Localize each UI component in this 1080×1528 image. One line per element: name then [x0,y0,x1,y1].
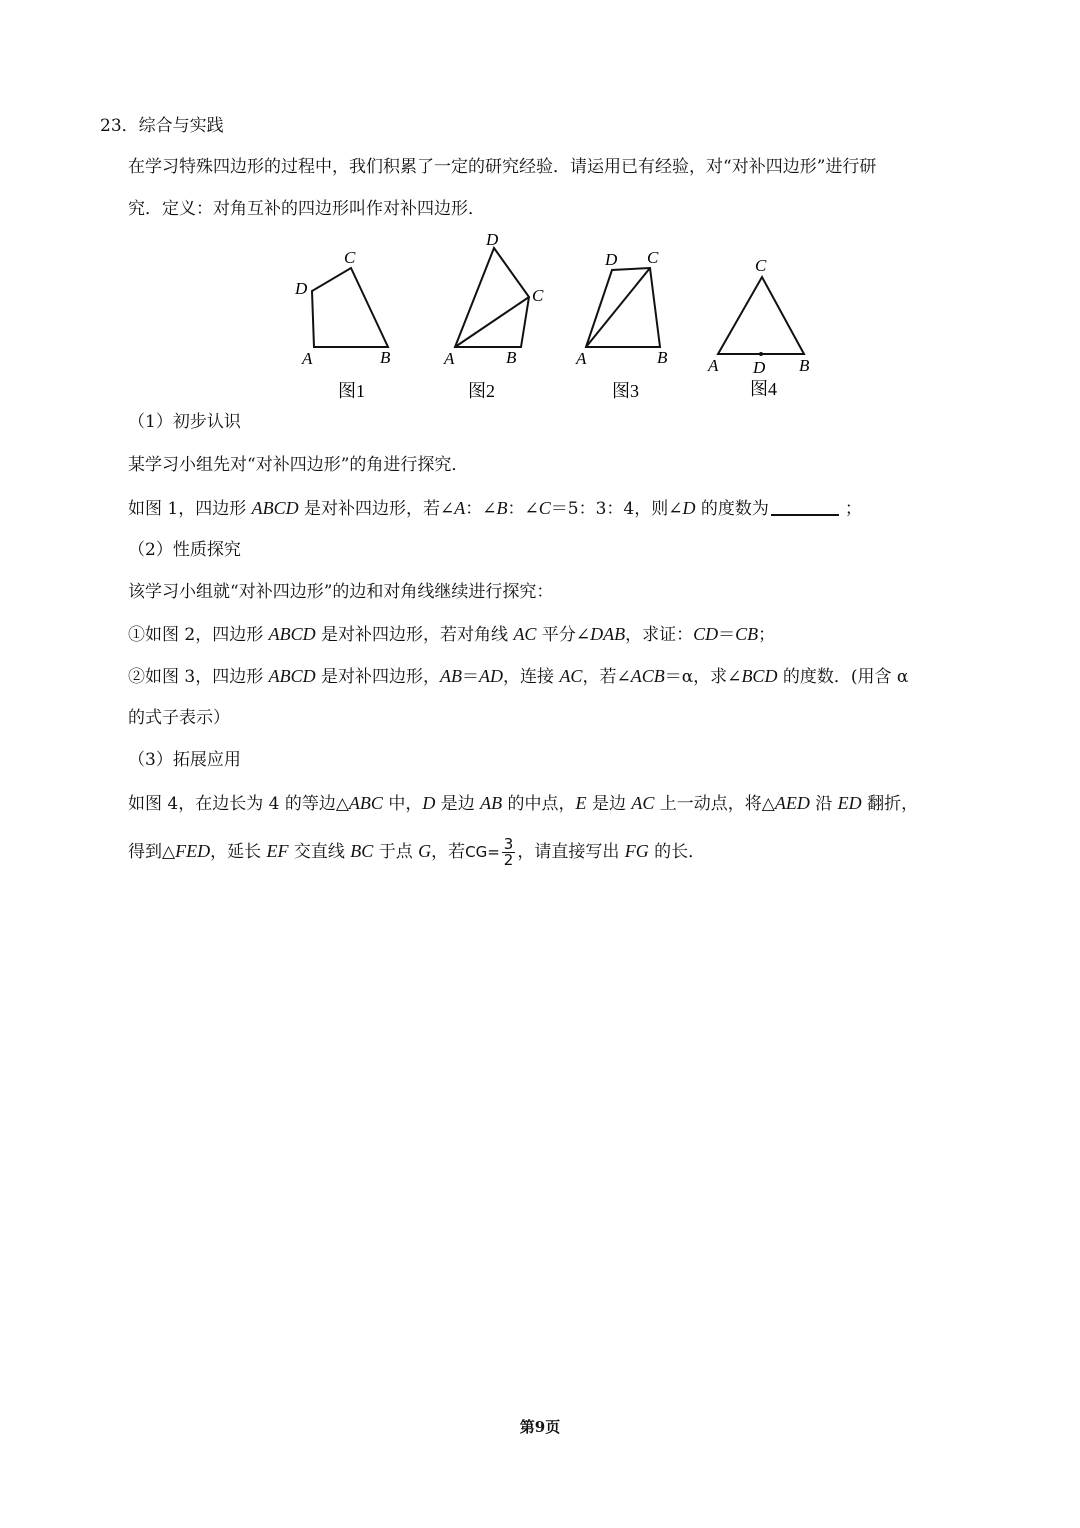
text-run: 如图 1，四边形 [128,499,252,519]
part3-heading: （3）拓展应用 [128,750,241,770]
math-run: BCD [741,666,778,686]
fig4-caption: 图4 [750,379,777,399]
text-run: 如图 4，在边长为 4 的等边△ [128,794,349,814]
fig2-label-b: B [506,348,517,367]
figures-row [280,225,840,405]
math-run: AC [631,793,655,813]
fig4-label-b: B [799,356,810,375]
fig3-label-a: A [576,349,587,368]
math-run: FED [175,841,211,861]
fig2-label-c: C [532,286,544,305]
text-run: 的度数为 [695,499,769,519]
text-run: ＝5：3：4，则∠ [550,499,683,519]
text-run: 是对补四边形，若∠ [298,499,455,519]
text-run: ，请直接写出 [517,842,625,862]
fig1-caption: 图1 [338,381,365,401]
text-run: 是边 [435,794,481,814]
intro-line-2: 究．定义：对角互补的四边形叫作对补四边形． [128,199,485,219]
part2-question-2 [128,664,908,689]
answer-blank[interactable] [771,498,839,516]
text-run: 是边 [586,794,632,814]
fig2-label-a: A [444,349,455,368]
math-run: B [496,498,508,518]
math-run: A [454,498,466,518]
fraction-denominator: 2 [503,851,514,869]
fig4-label-d: D [753,358,766,377]
fig1-label-a: A [302,349,313,368]
text-run: ； [758,625,776,645]
math-run: AED [774,793,810,813]
figure-2 [455,248,529,347]
text-run: ：∠ [465,499,497,519]
part3-line-2 [128,832,705,871]
part3-line-1 [128,791,918,816]
math-run: ED [837,793,862,813]
figure-3 [586,268,660,347]
text-run: 的度数．(用含 α [777,667,909,687]
text-run: ，若 [431,842,466,862]
fig4-label-c: C [755,256,767,275]
text-run: 中， [382,794,423,814]
text-run: 交直线 [288,842,351,862]
text-run: 上一动点，将△ [654,794,775,814]
text-run: ＝ [718,625,736,645]
math-run: AD [479,666,504,686]
math-run: AC [559,666,583,686]
part1-text1: 某学习小组先对“对补四边形”的角进行探究． [128,455,469,475]
text-run: ：∠ [507,499,539,519]
math-run: E [575,793,587,813]
math-run: ABCD [268,624,316,644]
math-run: ABCD [268,666,316,686]
fig3-caption: 图3 [612,381,639,401]
fraction-three-halves [502,837,516,868]
text-run: ，求证： [625,625,694,645]
math-run: AC [513,624,537,644]
math-run: DAB [590,624,626,644]
math-run: C [538,498,551,518]
text-run: 得到△ [128,842,176,862]
fig1-label-b: B [380,348,391,367]
text-run: 的中点， [502,794,576,814]
fig3-label-d: D [605,250,618,269]
math-run: D [682,498,696,518]
fraction-numerator: 3 [503,835,514,853]
fig3-label-c: C [647,248,659,267]
figure-4 [718,277,804,354]
text-run: 是对补四边形， [315,667,441,687]
text-run: 翻折， [861,794,919,814]
text-run: 沿 [809,794,838,814]
math-run: CD [693,624,719,644]
math-run: ABCD [251,498,299,518]
page-number: 第9页 [519,1418,561,1436]
fig2-label-d: D [486,230,499,249]
part2-text1: 该学习小组就“对补四边形”的边和对角线继续进行探究： [128,582,554,602]
text-run: 于点 [373,842,419,862]
math-run: AB [440,666,463,686]
text-run: 是对补四边形，若对角线 [315,625,514,645]
fig1-label-d: D [295,279,308,298]
text-run: 的长． [648,842,706,862]
fig1-label-c: C [344,248,356,267]
intro-line-1: 在学习特殊四边形的过程中，我们积累了一定的研究经验．请运用已有经验，对“对补四边形”进行研 [128,157,877,177]
math-run: FG [624,841,649,861]
text-run: ①如图 2，四边形 [128,625,269,645]
math-run: D [422,793,436,813]
part1-heading: （1）初步认识 [128,412,241,432]
math-run: EF [266,841,289,861]
text-run: ，若∠ [582,667,631,687]
text-run: ； [844,499,862,519]
math-run: ACB [630,666,665,686]
part1-question [128,496,862,521]
fig3-label-b: B [657,348,668,367]
text-run: ＝α，求∠ [664,667,742,687]
math-run: G [418,841,432,861]
text-run: ②如图 3，四边形 [128,667,269,687]
cg-label: CG= [465,843,500,861]
math-run: ABC [348,793,383,813]
figure-1 [312,268,388,347]
part2-heading: （2）性质探究 [128,540,241,560]
part2-question-2-line-2: 的式子表示） [128,708,230,728]
question-title: 23．综合与实践 [100,116,224,136]
fig4-midpoint-dot [759,352,763,356]
text-run: ，延长 [210,842,267,862]
text-run: ＝ [462,667,480,687]
part2-question-1 [128,622,775,647]
fig4-label-a: A [708,356,719,375]
math-run: AB [480,793,503,813]
math-run: BC [350,841,374,861]
text-run: 平分∠ [536,625,591,645]
math-run: CB [735,624,759,644]
text-run: ，连接 [503,667,560,687]
fig2-caption: 图2 [468,381,495,401]
